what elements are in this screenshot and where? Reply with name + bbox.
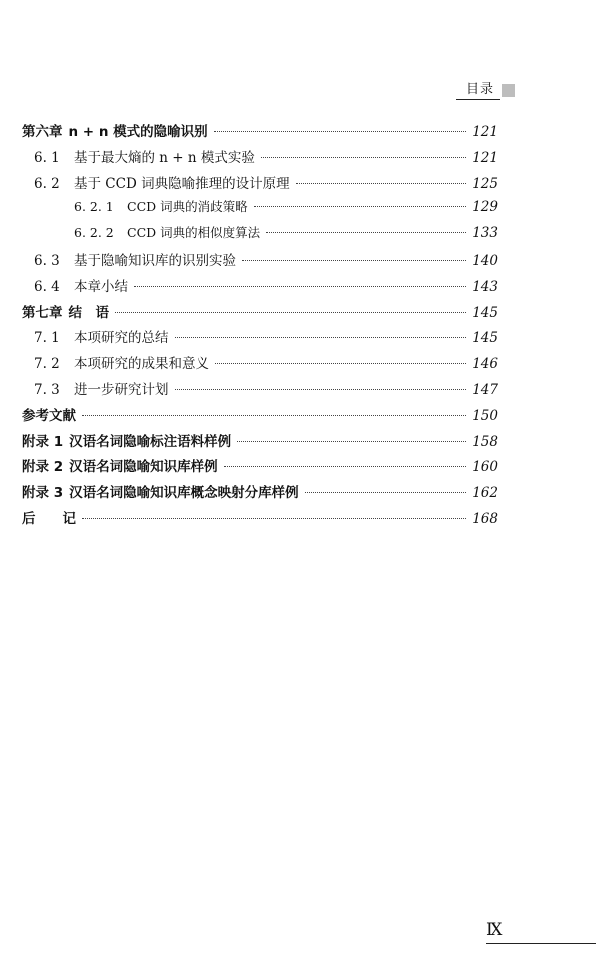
toc-entry-number: 附录 3 bbox=[22, 485, 64, 502]
toc-entry-page: 143 bbox=[472, 278, 498, 295]
toc-entry-title: CCD 词典的消歧策略 bbox=[127, 199, 248, 215]
toc-entry-number: 7. 3 bbox=[34, 381, 60, 398]
page-number: Ⅸ bbox=[486, 920, 503, 940]
dot-leader bbox=[254, 206, 466, 207]
toc-entry-title: CCD 词典的相似度算法 bbox=[127, 225, 261, 241]
toc-entry-title: 基于 CCD 词典隐喻推理的设计原理 bbox=[74, 175, 290, 192]
toc-entry-page: 121 bbox=[472, 149, 498, 166]
toc-entry-page: 145 bbox=[472, 304, 498, 321]
toc-entry-number: 第六章 bbox=[22, 124, 63, 140]
dot-leader bbox=[175, 337, 467, 338]
toc-entry-number: 6. 2. 1 bbox=[74, 199, 114, 215]
dot-leader bbox=[215, 363, 466, 364]
dot-leader bbox=[214, 131, 466, 132]
dot-leader bbox=[296, 183, 466, 184]
dot-leader bbox=[261, 157, 466, 158]
dot-leader bbox=[224, 466, 466, 467]
toc-entry-number: 7. 1 bbox=[34, 330, 60, 347]
toc-entry-number: 附录 1 bbox=[22, 433, 64, 450]
dot-leader bbox=[305, 492, 466, 493]
toc-entry-6-4[interactable] bbox=[22, 275, 498, 301]
toc-entry-number: 7. 2 bbox=[34, 356, 60, 373]
toc-entry-title: n + n 模式的隐喻识别 bbox=[68, 124, 208, 140]
toc-entry-page: 121 bbox=[472, 124, 498, 140]
toc-entry-appendix-2[interactable] bbox=[22, 455, 498, 481]
toc-entry-title: 本章小结 bbox=[74, 278, 128, 295]
toc-entry-title: 本项研究的成果和意义 bbox=[74, 356, 209, 373]
toc-entry-title: 汉语名词隐喻知识库样例 bbox=[69, 459, 218, 476]
toc-entry-title: 后 记 bbox=[22, 510, 76, 527]
toc-entry-page: 150 bbox=[472, 407, 498, 424]
toc-entry-ch6[interactable] bbox=[22, 120, 498, 146]
toc-entry-page: 133 bbox=[472, 225, 498, 242]
toc-entry-7-1[interactable] bbox=[22, 326, 498, 352]
toc-entry-page: 129 bbox=[472, 199, 498, 216]
toc-entry-number: 6. 1 bbox=[34, 149, 60, 166]
toc-entry-number: 6. 4 bbox=[34, 278, 60, 295]
toc-entry-title: 结 语 bbox=[68, 304, 109, 321]
toc-entry-appendix-1[interactable] bbox=[22, 430, 498, 456]
dot-leader bbox=[175, 389, 467, 390]
toc-entry-title: 参考文献 bbox=[22, 407, 76, 424]
toc-entry-number: 6. 2. 2 bbox=[74, 225, 114, 241]
toc-entry-title: 基于隐喻知识库的识别实验 bbox=[74, 252, 236, 269]
toc-entry-appendix-3[interactable] bbox=[22, 481, 498, 507]
toc-entry-6-1[interactable] bbox=[22, 146, 498, 172]
dot-leader bbox=[266, 232, 466, 233]
toc-entry-number: 第七章 bbox=[22, 304, 63, 321]
toc-entry-6-2-2[interactable] bbox=[22, 223, 498, 249]
table-of-contents bbox=[22, 120, 498, 533]
dot-leader bbox=[237, 441, 466, 442]
header-title: 目录 bbox=[456, 81, 500, 100]
toc-entry-title: 基于最大熵的 n + n 模式实验 bbox=[74, 149, 255, 166]
toc-entry-number: 附录 2 bbox=[22, 459, 64, 476]
toc-entry-number: 6. 2 bbox=[34, 175, 60, 192]
toc-entry-6-3[interactable] bbox=[22, 249, 498, 275]
toc-entry-page: 168 bbox=[472, 510, 498, 527]
toc-entry-number: 6. 3 bbox=[34, 252, 60, 269]
toc-entry-page: 158 bbox=[472, 433, 498, 450]
toc-entry-6-2[interactable] bbox=[22, 172, 498, 198]
toc-entry-references[interactable] bbox=[22, 404, 498, 430]
toc-entry-page: 140 bbox=[472, 252, 498, 269]
dot-leader bbox=[115, 312, 466, 313]
toc-entry-page: 160 bbox=[472, 459, 498, 476]
toc-entry-page: 147 bbox=[472, 381, 498, 398]
toc-entry-7-3[interactable] bbox=[22, 378, 498, 404]
dot-leader bbox=[134, 286, 466, 287]
toc-entry-page: 125 bbox=[472, 175, 498, 192]
toc-entry-6-2-1[interactable] bbox=[22, 197, 498, 223]
page-folio bbox=[486, 919, 596, 944]
header-decoration-block bbox=[502, 84, 515, 97]
toc-entry-page: 145 bbox=[472, 330, 498, 347]
running-header bbox=[456, 80, 515, 100]
dot-leader bbox=[82, 415, 466, 416]
toc-entry-title: 本项研究的总结 bbox=[74, 330, 169, 347]
toc-entry-page: 146 bbox=[472, 356, 498, 373]
toc-entry-title: 进一步研究计划 bbox=[74, 381, 169, 398]
toc-entry-ch7[interactable] bbox=[22, 301, 498, 327]
dot-leader bbox=[242, 260, 466, 261]
toc-entry-title: 汉语名词隐喻知识库概念映射分库样例 bbox=[69, 485, 299, 502]
toc-entry-7-2[interactable] bbox=[22, 352, 498, 378]
toc-entry-postscript[interactable] bbox=[22, 507, 498, 533]
toc-entry-page: 162 bbox=[472, 485, 498, 502]
dot-leader bbox=[82, 518, 466, 519]
toc-entry-title: 汉语名词隐喻标注语料样例 bbox=[69, 433, 232, 450]
